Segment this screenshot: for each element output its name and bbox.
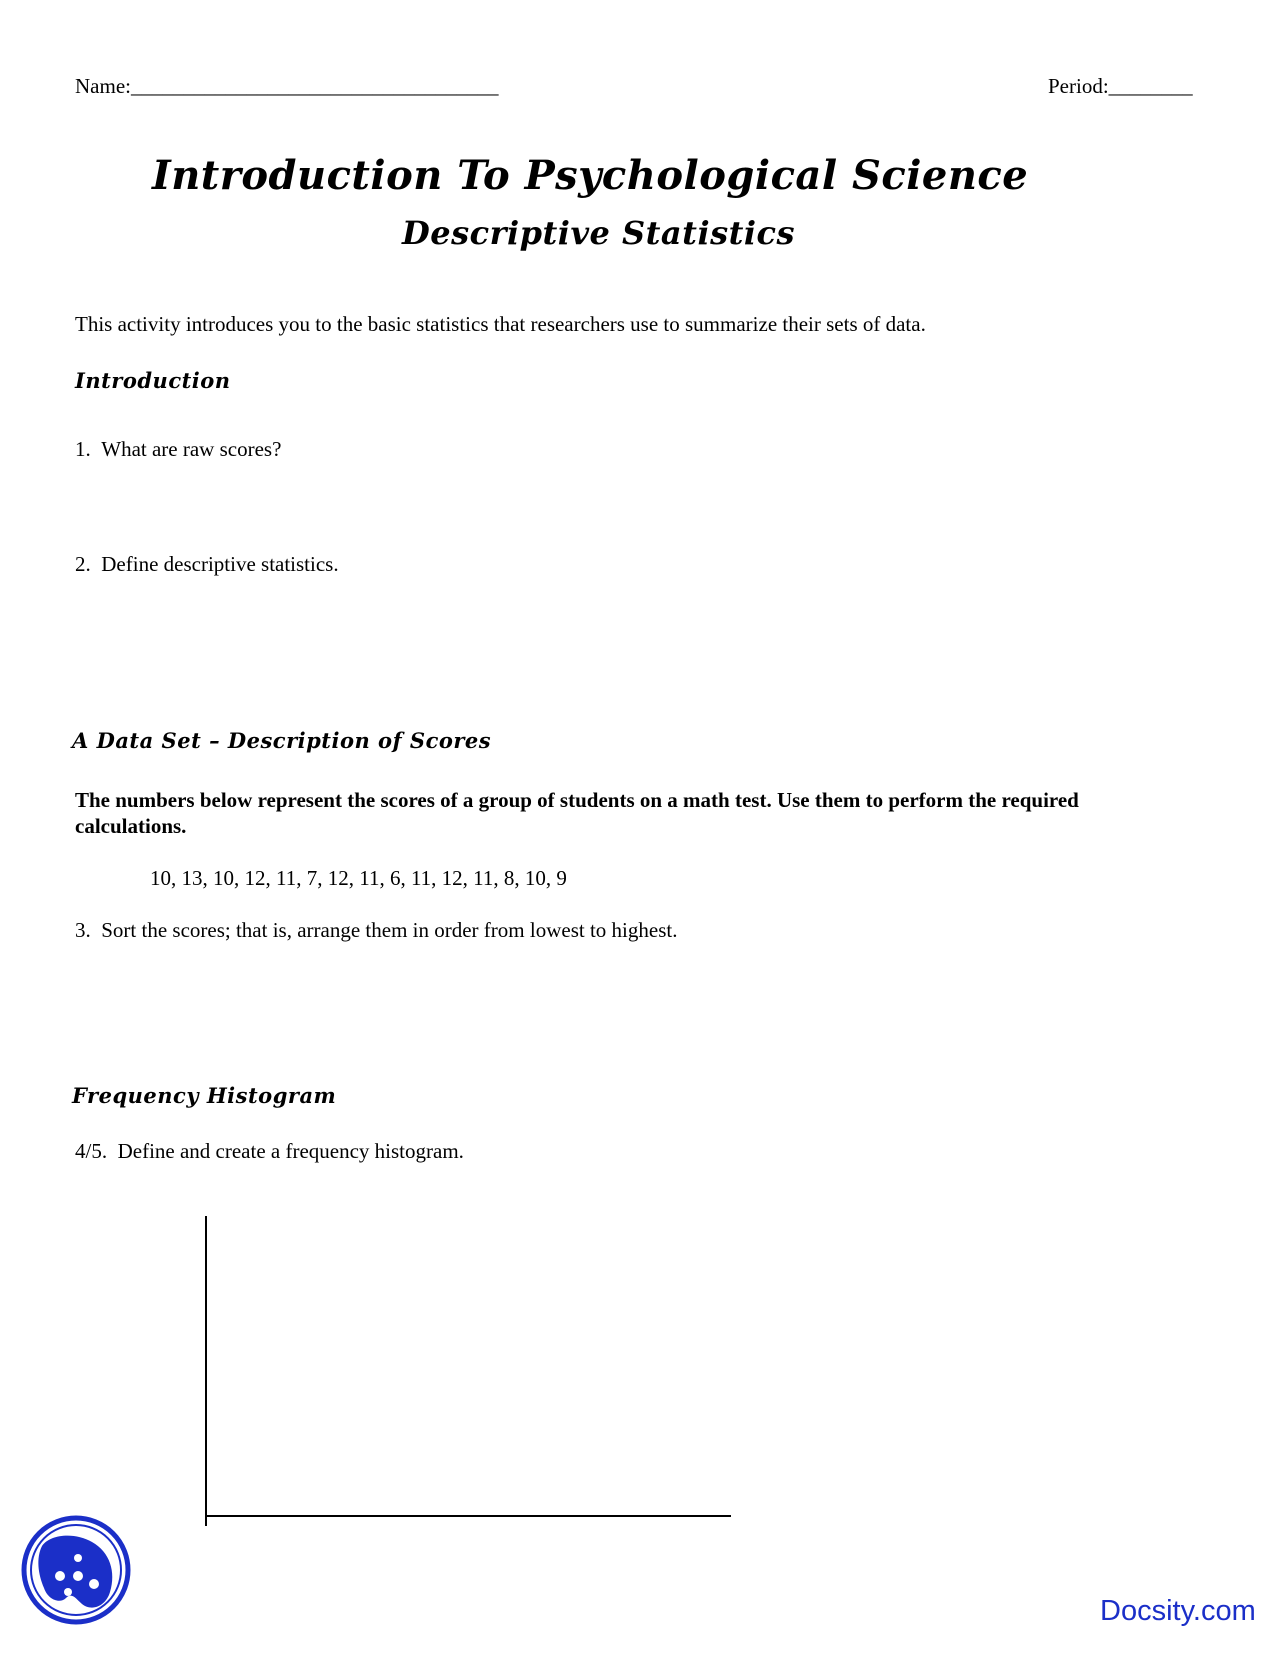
section-heading-data-set: A Data Set – Description of Scores — [72, 728, 492, 753]
question-text: Sort the scores; that is, arrange them in order from lowest to highest. — [101, 918, 678, 942]
intro-paragraph: This activity introduces you to the basic statistics that researchers use to summarize their sets of data. — [75, 312, 926, 336]
histogram-x-axis — [205, 1515, 731, 1517]
question-text: Define descriptive statistics. — [101, 552, 339, 576]
docsity-logo-icon — [20, 1514, 132, 1626]
period-field-label: Period:________ — [1048, 74, 1193, 98]
scores-list: 10, 13, 10, 12, 11, 7, 12, 11, 6, 11, 12, 11, 8, 10, 9 — [150, 866, 567, 890]
page-subtitle: Descriptive Statistics — [402, 214, 796, 252]
question-text: What are raw scores? — [101, 437, 282, 461]
question-text: Define and create a frequency histogram. — [117, 1139, 464, 1163]
question-4-5 — [75, 1139, 464, 1164]
page-title: Introduction To Psychological Science — [152, 152, 1029, 199]
section-heading-introduction: Introduction — [75, 368, 231, 393]
question-number: 2. — [75, 552, 91, 576]
histogram-y-axis — [205, 1216, 207, 1526]
question-1 — [75, 437, 281, 462]
question-2 — [75, 552, 339, 577]
docsity-brand-link[interactable]: Docsity.com — [1100, 1595, 1256, 1627]
data-set-instructions: The numbers below represent the scores of a group of students on a math test. Use them to perform the required calculations. — [75, 788, 1079, 838]
question-number: 1. — [75, 437, 91, 461]
question-number: 4/5. — [75, 1139, 108, 1163]
name-field-label: Name:___________________________________ — [75, 74, 499, 98]
section-heading-histogram: Frequency Histogram — [72, 1083, 337, 1108]
question-3 — [75, 918, 677, 943]
question-number: 3. — [75, 918, 91, 942]
